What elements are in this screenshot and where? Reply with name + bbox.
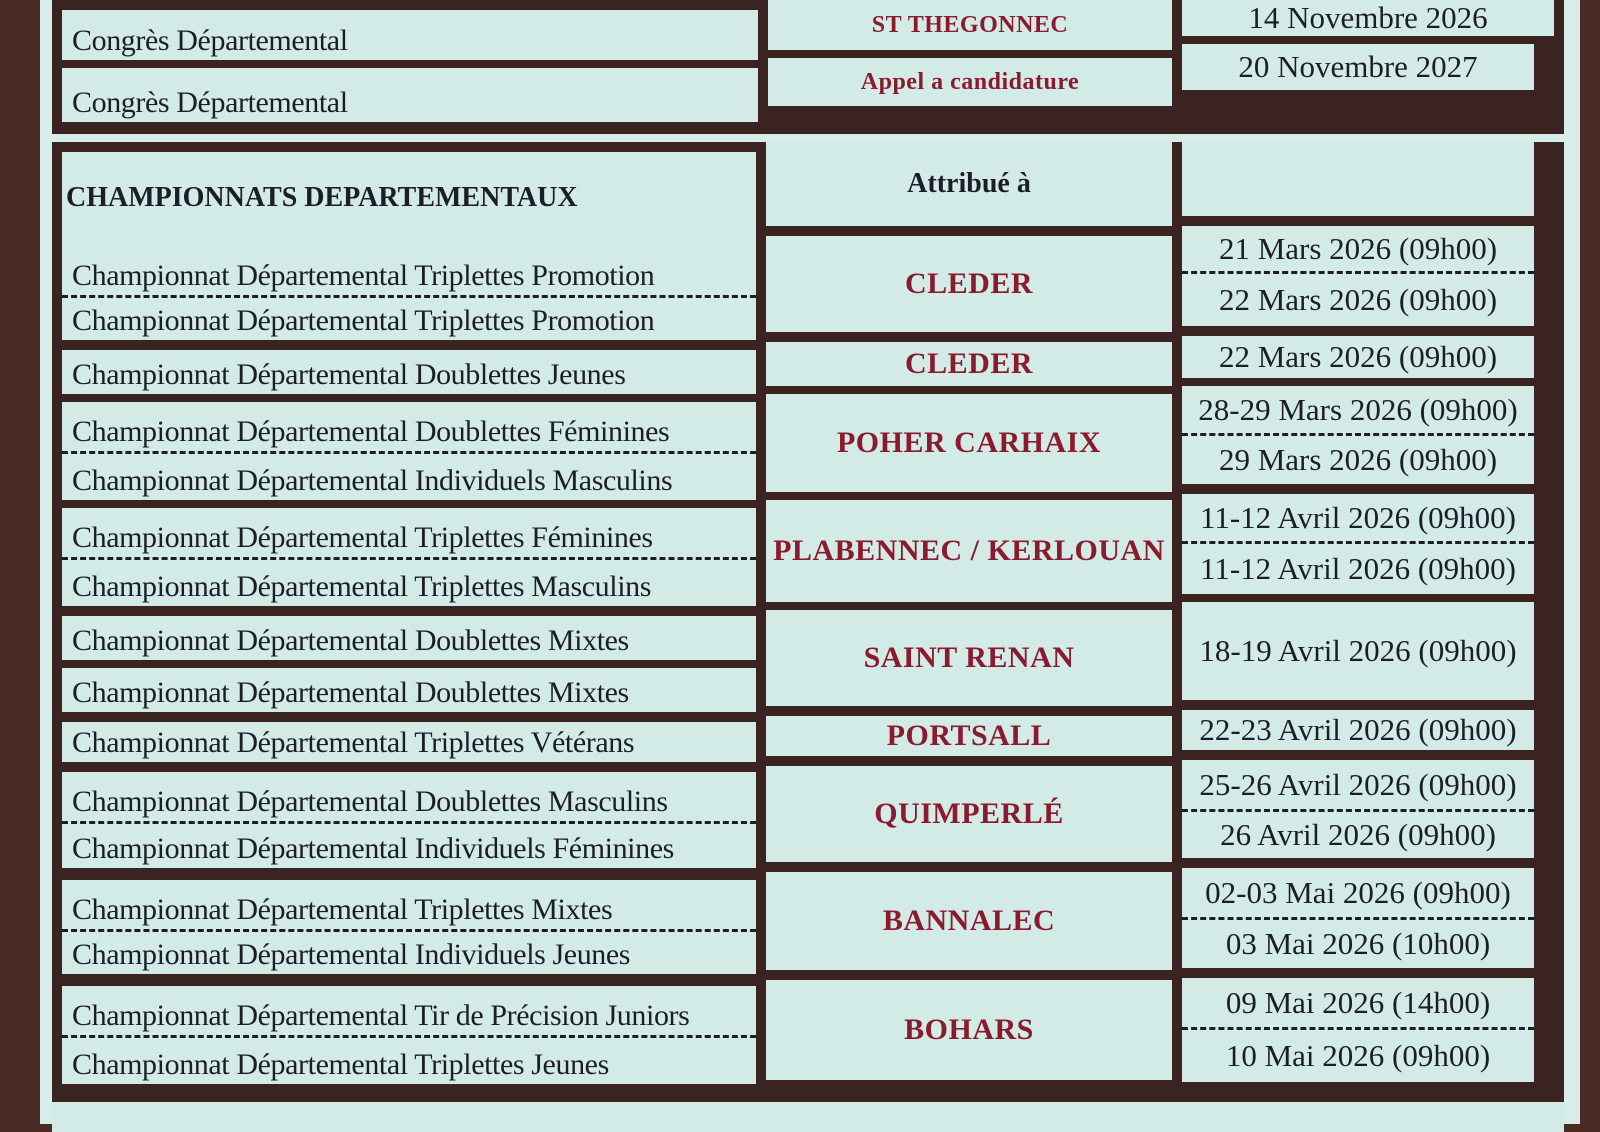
event-cell: Championnat Départemental Triplettes Mixtes [62,880,756,932]
date-cell: 03 Mai 2026 (10h00) [1182,920,1534,968]
congres-table [52,0,1564,134]
location-cell: BANNALEC [766,872,1172,970]
date-cell: 22-23 Avril 2026 (09h00) [1182,710,1534,750]
location-cell: BOHARS [766,980,1172,1080]
congres-location-cell [768,58,1172,106]
date-cell: 11-12 Avril 2026 (09h00) [1182,494,1534,544]
event-label: Congrès Départemental [72,24,348,57]
location-cell: SAINT RENAN [766,610,1172,706]
date-cell: 25-26 Avril 2026 (09h00) [1182,760,1534,812]
congres-location-cell [768,0,1172,50]
event-cell: Championnat Départemental Triplettes Vétérans [62,722,756,762]
table-header-title: CHAMPIONNATS DEPARTEMENTAUX [62,152,756,244]
event-cell: Championnat Départemental Doublettes Mixtes [62,668,756,712]
event-cell: Championnat Départemental Individuels Masculins [62,454,756,500]
event-label: Congrès Départemental [72,86,348,119]
event-cell: Championnat Départemental Individuels Féminines [62,824,756,868]
location-label: ST THEGONNEC [871,11,1069,38]
location-cell: PORTSALL [766,716,1172,756]
congres-event-cell [62,10,758,60]
location-cell: CLEDER [766,342,1172,386]
event-cell: Championnat Départemental Triplettes Jeunes [62,1038,756,1084]
congres-date-cell [1182,0,1554,36]
championnats-table [52,142,1564,1094]
event-cell: Championnat Départemental Triplettes Masculins [62,560,756,606]
date-cell: 22 Mars 2026 (09h00) [1182,274,1534,326]
event-cell: Championnat Départemental Doublettes Féminines [62,402,756,454]
date-label: 20 Novembre 2027 [1238,49,1478,84]
location-label: Appel a candidature [860,68,1080,95]
location-cell: QUIMPERLÉ [766,766,1172,862]
event-cell: Championnat Départemental Doublettes Jeunes [62,350,756,394]
date-cell: 09 Mai 2026 (14h00) [1182,978,1534,1030]
date-label: 14 Novembre 2026 [1248,0,1488,35]
table-header-location: Attribué à [766,142,1172,226]
date-cell: 10 Mai 2026 (09h00) [1182,1030,1534,1082]
date-cell: 02-03 Mai 2026 (09h00) [1182,868,1534,920]
date-cell: 22 Mars 2026 (09h00) [1182,336,1534,378]
next-row-partial [52,1094,1564,1132]
event-cell: Championnat Départemental Triplettes Promotion [62,298,756,340]
event-cell: Championnat Départemental Tir de Précision Juniors [62,986,756,1038]
event-cell: Championnat Départemental Doublettes Mixtes [62,616,756,660]
date-cell: 26 Avril 2026 (09h00) [1182,812,1534,858]
date-cell: 11-12 Avril 2026 (09h00) [1182,544,1534,594]
date-cell: 29 Mars 2026 (09h00) [1182,436,1534,484]
date-cell: 28-29 Mars 2026 (09h00) [1182,386,1534,436]
location-cell: POHER CARHAIX [766,394,1172,492]
event-cell: Championnat Départemental Triplettes Promotion [62,244,756,298]
table-header-date [1182,142,1534,216]
event-cell: Championnat Départemental Triplettes Féminines [62,508,756,560]
congres-date-cell [1182,44,1534,90]
location-cell: PLABENNEC / KERLOUAN [766,500,1172,602]
location-cell: CLEDER [766,236,1172,332]
event-cell: Championnat Départemental Individuels Jeunes [62,932,756,974]
date-cell: 21 Mars 2026 (09h00) [1182,226,1534,274]
date-cell: 18-19 Avril 2026 (09h00) [1182,602,1534,700]
congres-event-cell [62,68,758,122]
event-cell: Championnat Départemental Doublettes Masculins [62,772,756,824]
